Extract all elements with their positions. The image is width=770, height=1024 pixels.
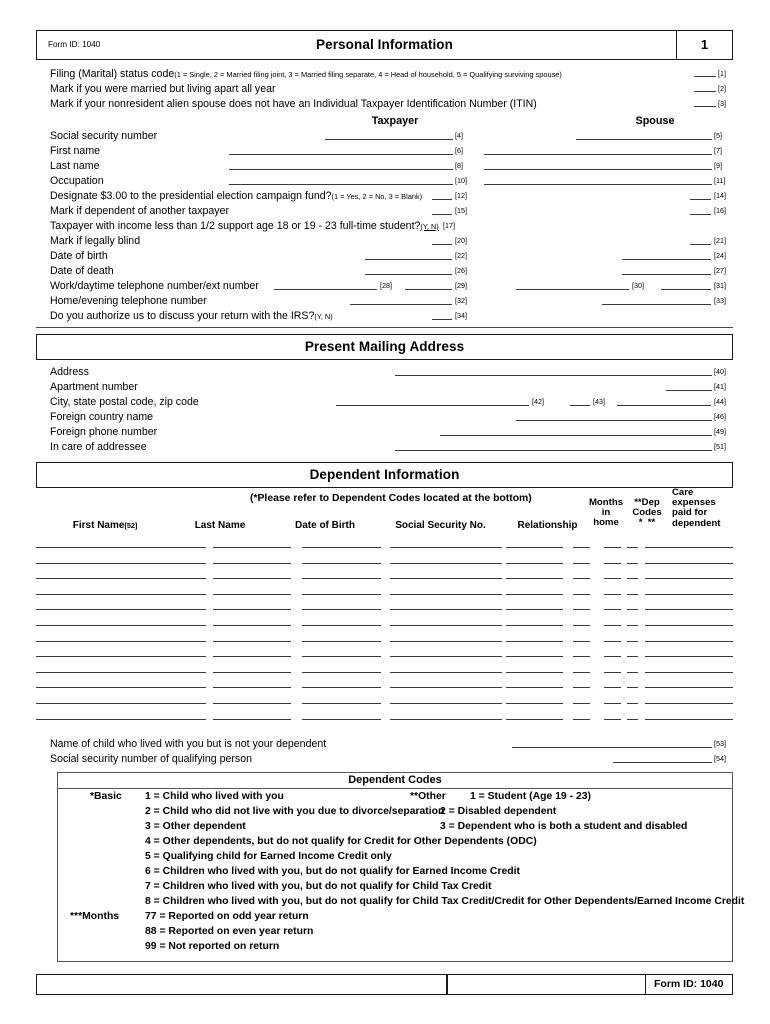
dependent-cell-input[interactable] [645,687,733,688]
campaign-fund-spouse-input[interactable] [690,199,711,200]
state-input[interactable] [570,405,590,406]
married-living-apart-ref: [2] [718,84,726,93]
dependent-cell-input[interactable] [645,578,733,579]
dependent-cell-input[interactable] [506,625,563,626]
address-input[interactable] [395,375,712,376]
dependent-cell-input[interactable] [645,594,733,595]
months-in-home-line-2: in [601,507,611,519]
dependent-codes-title-separator [57,788,733,789]
work-phone-label: Work/daytime telephone number/ext number [50,280,259,292]
first-name-taxpayer-input[interactable] [229,154,453,155]
dependent-codes-note: (*Please refer to Dependent Codes located at the bottom) [250,493,532,504]
dependent-cell-input[interactable] [604,625,621,626]
basic-code-1: 1 = Child who lived with you [145,791,284,802]
authorize-irs-hint: (Y, N) [314,312,333,321]
care-expenses-line-4: dependent [672,517,721,529]
dependent-cell-input[interactable] [627,547,638,548]
dependent-cell-input[interactable] [604,609,621,610]
dependent-cell-input[interactable] [604,578,621,579]
in-care-of-input[interactable] [395,450,712,451]
work-phone-spouse-number-input[interactable] [516,289,629,290]
child-not-dependent-label: Name of child who lived with you but is not your dependent [50,738,327,750]
dependent-cell-input[interactable] [627,594,638,595]
dependent-cell-input[interactable] [645,656,733,657]
dependent-cell-input[interactable] [645,719,733,720]
dependent-cell-input[interactable] [604,672,621,673]
dependent-cell-input[interactable] [506,641,563,642]
dependent-first-name-ref: [52] [124,521,138,530]
dependent-cell-input[interactable] [506,687,563,688]
column-header-taxpayer: Taxpayer [371,115,419,127]
dependent-cell-input[interactable] [645,609,733,610]
child-not-dependent-ref: [53] [714,739,726,748]
dependent-of-another-taxpayer-input[interactable] [432,214,452,215]
home-phone-taxpayer-input[interactable] [350,304,452,305]
campaign-fund-text: Designate $3.00 to the presidential election campaign fund? [50,190,332,202]
dependent-cell-input[interactable] [36,594,206,595]
dependent-cell-input[interactable] [302,594,381,595]
married-living-apart-label: Mark if you were married but living apart all year [50,83,276,95]
dependent-cell-input[interactable] [36,563,206,564]
dependent-cell-input[interactable] [506,719,563,720]
dependent-cell-input[interactable] [390,703,502,704]
dependent-cell-input[interactable] [645,703,733,704]
dependent-cell-input[interactable] [604,656,621,657]
occupation-spouse-input[interactable] [484,184,712,185]
dependent-cell-input[interactable] [213,625,291,626]
dependent-cell-input[interactable] [506,672,563,673]
dependent-cell-input[interactable] [390,563,502,564]
dependent-cell-input[interactable] [573,656,590,657]
dependent-cell-input[interactable] [36,687,206,688]
first-name-label: First name [50,145,101,157]
home-phone-label: Home/evening telephone number [50,295,207,307]
dependent-cell-input[interactable] [645,672,733,673]
basic-code-4: 4 = Other dependents, but do not qualify for Credit for Other Dependents (ODC) [145,836,537,847]
dependent-cell-input[interactable] [302,687,381,688]
basic-code-3: 3 = Other dependent [145,821,246,832]
campaign-fund-taxpayer-ref: [12] [455,191,467,200]
in-care-of-ref: [51] [714,442,726,451]
dependent-cell-input[interactable] [573,578,590,579]
foreign-phone-label: Foreign phone number [50,426,158,438]
basic-code-8: 8 = Children who lived with you, but do not qualify for Child Tax Credit/Credit for Other Dependents/Earned Income Credit [145,896,745,907]
city-input[interactable] [336,405,529,406]
months-code-99: 99 = Not reported on return [145,941,280,952]
dependent-cell-input[interactable] [302,563,381,564]
dependent-cell-input[interactable] [390,547,502,548]
dependent-cell-input[interactable] [36,719,206,720]
filing-status-label [50,68,562,81]
qualifying-person-ssn-label: Social security number of qualifying person [50,753,252,765]
dependent-cell-input[interactable] [302,719,381,720]
dependent-cell-input[interactable] [36,625,206,626]
filing-status-ref: [1] [718,69,726,78]
work-phone-taxpayer-ext-input[interactable] [405,289,452,290]
dependent-cell-input[interactable] [645,547,733,548]
other-codes-label: **Other [410,791,446,802]
dependent-cell-input[interactable] [36,578,206,579]
basic-codes-label: *Basic [90,791,122,802]
legally-blind-spouse-input[interactable] [690,244,711,245]
date-of-birth-label: Date of birth [50,250,108,262]
campaign-fund-label [50,190,422,203]
dependent-codes-box-title: Dependent Codes [348,774,442,786]
dependent-cell-input[interactable] [213,594,291,595]
home-phone-taxpayer-ref: [32] [455,296,467,305]
months-codes-label: ***Months [70,911,120,922]
home-phone-spouse-ref: [33] [714,296,726,305]
care-expenses-line-3: paid for [672,507,708,519]
dependent-cell-input[interactable] [627,703,638,704]
legally-blind-taxpayer-ref: [20] [455,236,467,245]
other-code-2: 2 = Disabled dependent [440,806,557,817]
dependent-cell-input[interactable] [213,672,291,673]
basic-code-7: 7 = Children who lived with you, but do not qualify for Child Tax Credit [145,881,492,892]
support-student-ref: [17] [443,221,455,230]
dependent-cell-input[interactable] [604,547,621,548]
city-ref: [42] [532,397,544,406]
dependent-cell-input[interactable] [627,563,638,564]
dependent-cell-input[interactable] [573,625,590,626]
dependent-cell-input[interactable] [213,687,291,688]
nonresident-spouse-itin-input[interactable] [694,106,716,107]
dependent-cell-input[interactable] [390,578,502,579]
dependent-cell-input[interactable] [573,687,590,688]
filing-status-text: Filing (Marital) status code [50,68,175,80]
dependent-cell-input[interactable] [302,625,381,626]
dependent-column-months-in-home [584,498,628,529]
dependent-cell-input[interactable] [390,719,502,720]
apartment-number-input[interactable] [666,390,712,391]
occupation-label: Occupation [50,175,104,187]
work-phone-spouse-ext-ref: [31] [714,281,726,290]
first-name-spouse-input[interactable] [484,154,712,155]
ssn-taxpayer-ref: [4] [455,131,463,140]
nonresident-spouse-itin-label: Mark if your nonresident alien spouse does not have an Individual Taxpayer Identification Number (ITIN) [50,98,537,110]
dependent-cell-input[interactable] [36,703,206,704]
dependent-cell-input[interactable] [573,641,590,642]
dependent-column-first-name-label: First Name [72,520,125,531]
dependent-cell-input[interactable] [604,641,621,642]
dependent-cell-input[interactable] [390,609,502,610]
occupation-spouse-ref: [11] [714,176,726,185]
work-phone-spouse-number-ref: [30] [632,281,644,290]
foreign-country-label: Foreign country name [50,411,154,423]
first-name-taxpayer-ref: [6] [455,146,463,155]
care-expenses-line-2: expenses [672,497,716,509]
dependent-cell-input[interactable] [573,594,590,595]
dependent-cell-input[interactable] [36,609,206,610]
home-phone-spouse-input[interactable] [602,304,711,305]
column-header-spouse: Spouse [635,115,675,127]
dependent-cell-input[interactable] [302,656,381,657]
dependent-column-date-of-birth: Date of Birth [295,520,355,531]
dependent-information-title: Dependent Information [309,467,460,482]
dependent-column-care-expenses [672,488,734,529]
dependent-cell-input[interactable] [390,687,502,688]
dependent-cell-input[interactable] [645,625,733,626]
basic-code-5: 5 = Qualifying child for Earned Income Credit only [145,851,392,862]
dependent-cell-input[interactable] [645,563,733,564]
apartment-number-label: Apartment number [50,381,138,393]
dependent-column-relationship: Relationship [517,520,578,531]
dependent-column-ssn: Social Security No. [395,520,486,531]
foreign-phone-input[interactable] [440,435,712,436]
dependent-cell-input[interactable] [573,672,590,673]
date-of-death-taxpayer-ref: [26] [455,266,467,275]
months-in-home-line-1: Months [588,497,624,508]
other-code-3: 3 = Dependent who is both a student and disabled [440,821,688,832]
dependent-cell-input[interactable] [604,687,621,688]
dependent-cell-input[interactable] [627,672,638,673]
other-code-1: 1 = Student (Age 19 - 23) [470,791,591,802]
support-student-hint: (Y, N) [420,222,439,231]
dependent-cell-input[interactable] [302,641,381,642]
footer-form-id-label: Form ID: 1040 [654,978,724,990]
dependent-cell-input[interactable] [645,641,733,642]
personal-section-divider [36,327,733,328]
dependent-of-another-taxpayer-ref: [15] [455,206,467,215]
first-name-spouse-ref: [7] [714,146,722,155]
footer-left-box [36,974,447,995]
dependent-column-dep-codes [624,498,670,529]
date-of-death-label: Date of death [50,265,114,277]
dependent-cell-input[interactable] [390,594,502,595]
dep-codes-line-2: Codes [632,507,662,519]
last-name-taxpayer-ref: [8] [455,161,463,170]
dependent-cell-input[interactable] [36,641,206,642]
months-code-88: 88 = Reported on even year return [145,926,314,937]
married-living-apart-input[interactable] [694,91,716,92]
basic-code-2: 2 = Child who did not live with you due to divorce/separation [145,806,445,817]
dependent-cell-input[interactable] [573,547,590,548]
authorize-irs-text: Do you authorize us to discuss your return with the IRS? [50,310,315,322]
dependent-cell-input[interactable] [213,578,291,579]
dependent-cell-input[interactable] [506,594,563,595]
dependent-cell-input[interactable] [573,563,590,564]
ssn-label: Social security number [50,130,158,142]
basic-code-6: 6 = Children who lived with you, but do not qualify for Earned Income Credit [145,866,520,877]
foreign-country-ref: [46] [714,412,726,421]
dependent-cell-input[interactable] [36,656,206,657]
dependent-cell-input[interactable] [302,703,381,704]
nonresident-spouse-itin-ref: [3] [718,99,726,108]
address-label: Address [50,366,89,378]
dependent-cell-input[interactable] [506,547,563,548]
dependent-cell-input[interactable] [627,609,638,610]
dependent-cell-input[interactable] [390,625,502,626]
date-of-birth-spouse-ref: [24] [714,251,726,260]
dependent-of-another-spouse-ref: [16] [714,206,726,215]
dependent-of-another-label: Mark if dependent of another taxpayer [50,205,230,217]
in-care-of-label: In care of addressee [50,441,147,453]
child-not-dependent-input[interactable] [512,747,712,748]
dependent-cell-input[interactable] [627,641,638,642]
city-state-zip-label: City, state postal code, zip code [50,396,199,408]
legally-blind-spouse-ref: [21] [714,236,726,245]
dependent-cell-input[interactable] [573,703,590,704]
dependent-cell-input[interactable] [627,656,638,657]
date-of-birth-taxpayer-ref: [22] [455,251,467,260]
dependent-column-first-name [50,521,160,532]
filing-status-input[interactable] [694,76,716,77]
dependent-cell-input[interactable] [627,687,638,688]
dependent-cell-input[interactable] [604,563,621,564]
occupation-taxpayer-input[interactable] [229,184,453,185]
authorize-irs-label [50,310,333,323]
dependent-cell-input[interactable] [506,703,563,704]
work-phone-taxpayer-number-input[interactable] [274,289,377,290]
foreign-country-input[interactable] [516,420,712,421]
occupation-taxpayer-ref: [10] [455,176,467,185]
support-student-label [50,220,439,233]
state-ref: [43] [593,397,605,406]
dependent-cell-input[interactable] [627,625,638,626]
dependent-cell-input[interactable] [213,641,291,642]
qualifying-person-ssn-input[interactable] [613,762,712,763]
zip-input[interactable] [617,405,711,406]
dependent-cell-input[interactable] [390,672,502,673]
dependent-cell-input[interactable] [390,641,502,642]
last-name-taxpayer-input[interactable] [229,169,453,170]
date-of-death-spouse-ref: [27] [714,266,726,275]
zip-ref: [44] [714,397,726,406]
dependent-cell-input[interactable] [302,609,381,610]
ssn-taxpayer-input[interactable] [325,139,453,140]
legally-blind-label: Mark if legally blind [50,235,141,247]
care-expenses-line-1: Care [672,487,694,498]
dependent-cell-input[interactable] [627,719,638,720]
dependent-cell-input[interactable] [627,578,638,579]
dependent-cell-input[interactable] [302,672,381,673]
work-phone-taxpayer-ext-ref: [29] [455,281,467,290]
last-name-spouse-input[interactable] [484,169,712,170]
date-of-death-taxpayer-input[interactable] [365,274,452,275]
dependent-cell-input[interactable] [213,719,291,720]
dependent-cell-input[interactable] [506,609,563,610]
work-phone-spouse-ext-input[interactable] [661,289,711,290]
dep-codes-line-3: * ** [638,517,656,529]
dependent-cell-input[interactable] [213,703,291,704]
dependent-cell-input[interactable] [302,547,381,548]
months-in-home-line-3: home [593,517,619,529]
address-ref: [40] [714,367,726,376]
campaign-fund-taxpayer-input[interactable] [432,199,452,200]
mailing-address-title: Present Mailing Address [304,339,465,354]
dependent-cell-input[interactable] [302,578,381,579]
dependent-cell-input[interactable] [213,609,291,610]
dependent-cell-input[interactable] [604,594,621,595]
work-phone-taxpayer-number-ref: [28] [380,281,392,290]
qualifying-person-ssn-ref: [54] [714,754,726,763]
page-number: 1 [700,37,709,52]
dependent-cell-input[interactable] [213,563,291,564]
date-of-death-spouse-input[interactable] [622,274,711,275]
campaign-fund-hint: (1 = Yes, 2 = No, 3 = Blank) [331,192,423,201]
filing-status-hint: (1 = Single, 2 = Married filing joint, 3 = Married filing separate, 4 = Head of household, 5 = Qualifying surviving spouse) [174,70,562,79]
form-id-label: Form ID: 1040 [48,40,101,49]
apartment-number-ref: [41] [714,382,726,391]
support-student-text: Taxpayer with income less than 1/2 support age 18 or 19 - 23 full-time student? [50,220,421,232]
ssn-spouse-input[interactable] [576,139,712,140]
dependent-cell-input[interactable] [573,719,590,720]
last-name-spouse-ref: [9] [714,161,722,170]
date-of-birth-spouse-input[interactable] [622,259,711,260]
last-name-label: Last name [50,160,100,172]
date-of-birth-taxpayer-input[interactable] [365,259,452,260]
dependent-cell-input[interactable] [506,578,563,579]
dependent-column-last-name: Last Name [194,520,246,531]
dependent-cell-input[interactable] [604,719,621,720]
ssn-spouse-ref: [5] [714,131,722,140]
dependent-cell-input[interactable] [213,656,291,657]
months-code-77: 77 = Reported on odd year return [145,911,309,922]
dependent-cell-input[interactable] [506,563,563,564]
dependent-cell-input[interactable] [573,609,590,610]
dependent-cell-input[interactable] [604,703,621,704]
dependent-cell-input[interactable] [506,656,563,657]
personal-information-title: Personal Information [315,37,454,52]
dep-codes-line-1: **Dep [634,497,660,508]
dependent-cell-input[interactable] [36,547,206,548]
authorize-irs-input[interactable] [432,319,452,320]
dependent-cell-input[interactable] [213,547,291,548]
dependent-cell-input[interactable] [390,656,502,657]
dependent-cell-input[interactable] [36,672,206,673]
foreign-phone-ref: [49] [714,427,726,436]
authorize-irs-ref: [34] [455,311,467,320]
legally-blind-taxpayer-input[interactable] [432,244,452,245]
dependent-of-another-spouse-input[interactable] [690,214,711,215]
campaign-fund-spouse-ref: [14] [714,191,726,200]
